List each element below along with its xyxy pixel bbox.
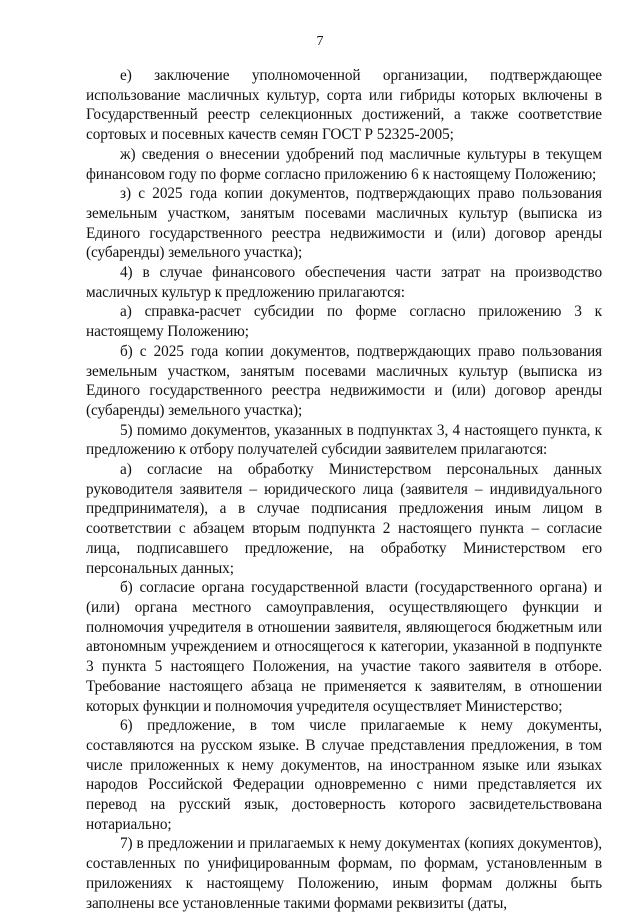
paragraph-7-forms: 7) в предложении и прилагаемых к нему документах (копиях документов), составленных по унифицированным формам, по формам, установленным в приложениях к настоящему Положению, иным формам должны быть заполнены все установленные такими формами реквизиты (даты, bbox=[86, 835, 602, 912]
paragraph-4-financial-support: 4) в случае финансового обеспечения части затрат на производство масличных культур к предложению прилагаются: bbox=[86, 264, 602, 301]
paragraph-5b-founder-consent: б) согласие органа государственной власти (государственного органа) и (или) органа местного самоуправления, осуществляющего функции и полномочия учредителя в отношении заявителя, являющегося бюджетным или автономным учреждением и относящегося к категории, указанной в подпункте 3 пункта 5 настоящего Положения, на участие такого заявителя в отборе. Требование настоящего абзаца не применяется к заявителям, в отношении которых функции и полномочия учредителя осуществляет Министерство; bbox=[86, 579, 602, 715]
paragraph-4b-land-documents: б) с 2025 года копии документов, подтверждающих право пользования земельным участком, занятым посевами масличных культур (выписка из Единого государственного реестра недвижимости и (или) договор аренды (субаренды) земельного участка); bbox=[86, 342, 602, 419]
paragraph-z-land-documents: з) с 2025 года копии документов, подтверждающих право пользования земельным участком, занятым посевами масличных культур (выписка из Единого государственного реестра недвижимости и (или) договор аренды (субаренды) земельного участка); bbox=[86, 185, 602, 262]
paragraph-e-conclusion: е) заключение уполномоченной организации, подтверждающее использование масличных культур, сорта или гибриды которых включены в Государственный реестр селекционных достижений, а также соответствие сортовых и посевных качеств семян ГОСТ Р 52325-2005; bbox=[86, 67, 602, 144]
page-number: 7 bbox=[316, 34, 324, 49]
paragraph-6-language: 6) предложение, в том числе прилагаемые к нему документы, составляются на русском языке. В случае представления предложения, в том числе приложенных к нему документов, на иностранном языке или языках народов Российской Федерации одновременно с ними представляется их перевод на русский язык, достоверность которого засвидетельствована нотариально; bbox=[86, 717, 602, 833]
paragraph-5-additional-documents: 5) помимо документов, указанных в подпунктах 3, 4 настоящего пункта, к предложению к отбору получателей субсидии заявителем прилагаются: bbox=[86, 421, 602, 459]
paragraph-zh-fertilizer: ж) сведения о внесении удобрений под масличные культуры в текущем финансовом году по форме согласно приложению 6 к настоящему Положению; bbox=[86, 145, 602, 183]
paragraph-4a-subsidy-calculation: а) справка-расчет субсидии по форме согласно приложению 3 к настоящему Положению; bbox=[86, 303, 602, 341]
document-body bbox=[86, 66, 602, 913]
paragraph-5a-personal-data-consent: а) согласие на обработку Министерством персональных данных руководителя заявителя – юридического лица (заявителя – индивидуального предпринимателя), а в случае подписания предложения иным лицом в соответствии с абзацем вторым подпункта 2 настоящего пункта – согласие лица, подписавшего предложение, на обработку Министерством его персональных данных; bbox=[86, 461, 602, 577]
